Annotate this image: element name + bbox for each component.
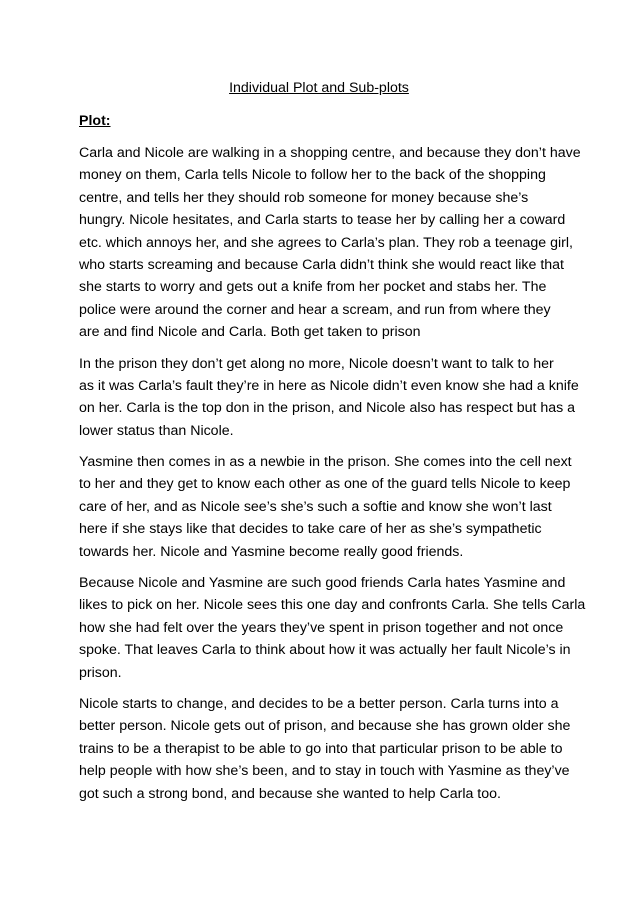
- text-line: Carla and Nicole are walking in a shopping centre, and because they don’t have: [79, 145, 581, 161]
- plot-heading: Plot:: [79, 113, 111, 129]
- paragraph-5: [79, 693, 569, 805]
- text-line: hungry. Nicole hesitates, and Carla starts to tease her by calling her a coward: [79, 212, 566, 229]
- text-line: police were around the corner and hear a scream, and run from where they: [79, 301, 551, 318]
- text-line: centre, and tells her they should rob someone for money because she’s: [79, 189, 529, 206]
- text-line: she starts to worry and gets out a knife from her pocket and stabs her. The: [79, 279, 547, 296]
- paragraph-3: [79, 451, 572, 563]
- text-line: Because Nicole and Yasmine are such good friends Carla hates Yasmine and: [79, 575, 566, 592]
- text-line: care of her, and as Nicole see’s she’s such a softie and know she won’t last: [79, 498, 552, 515]
- paragraph-1: [79, 142, 581, 344]
- text-line: are and find Nicole and Carla. Both get taken to prison: [79, 324, 421, 341]
- text-line: prison.: [79, 664, 122, 681]
- text-line: to her and they get to know each other as one of the guard tells Nicole to keep: [79, 476, 571, 493]
- text-line: help people with how she’s been, and to stay in touch with Yasmine as they’ve: [79, 763, 570, 780]
- document-title: Individual Plot and Sub-plots: [229, 80, 409, 96]
- plot-body: [79, 142, 586, 814]
- text-line: better person. Nicole gets out of prison, and because she has grown older she: [79, 718, 571, 735]
- text-line: Yasmine then comes in as a newbie in the prison. She comes into the cell next: [79, 454, 572, 471]
- text-line: money on them, Carla tells Nicole to follow her to the back of the shopping: [79, 167, 546, 184]
- text-line: who starts screaming and because Carla didn’t think she would react like that: [79, 256, 564, 273]
- text-line: trains to be a therapist to be able to go into that particular prison to be able to: [79, 740, 563, 757]
- text-line: Nicole starts to change, and decides to be a better person. Carla turns into a: [79, 695, 559, 712]
- text-line: on her. Carla is the top don in the prison, and Nicole also has respect but has a: [79, 400, 576, 417]
- text-line: towards her. Nicole and Yasmine become really good friends.: [79, 543, 464, 560]
- text-line: lower status than Nicole.: [79, 422, 234, 439]
- paragraph-2: [79, 353, 579, 443]
- text-line: In the prison they don’t get along no more, Nicole doesn’t want to talk to her: [79, 355, 554, 372]
- text-line: likes to pick on her. Nicole sees this one day and confronts Carla. She tells Carla: [79, 597, 586, 614]
- text-line: etc. which annoys her, and she agrees to Carla’s plan. They rob a teenage girl,: [79, 234, 573, 251]
- paragraph-4: [79, 572, 586, 684]
- text-line: spoke. That leaves Carla to think about how it was actually her fault Nicole’s in: [79, 642, 571, 659]
- text-line: got such a strong bond, and because she wanted to help Carla too.: [79, 785, 501, 802]
- text-line: how she had felt over the years they’ve spent in prison together and not once: [79, 619, 564, 636]
- text-line: as it was Carla’s fault they’re in here as Nicole didn’t even know she had a knife: [79, 377, 579, 394]
- text-line: here if she stays like that decides to take care of her as she’s sympathetic: [79, 521, 542, 538]
